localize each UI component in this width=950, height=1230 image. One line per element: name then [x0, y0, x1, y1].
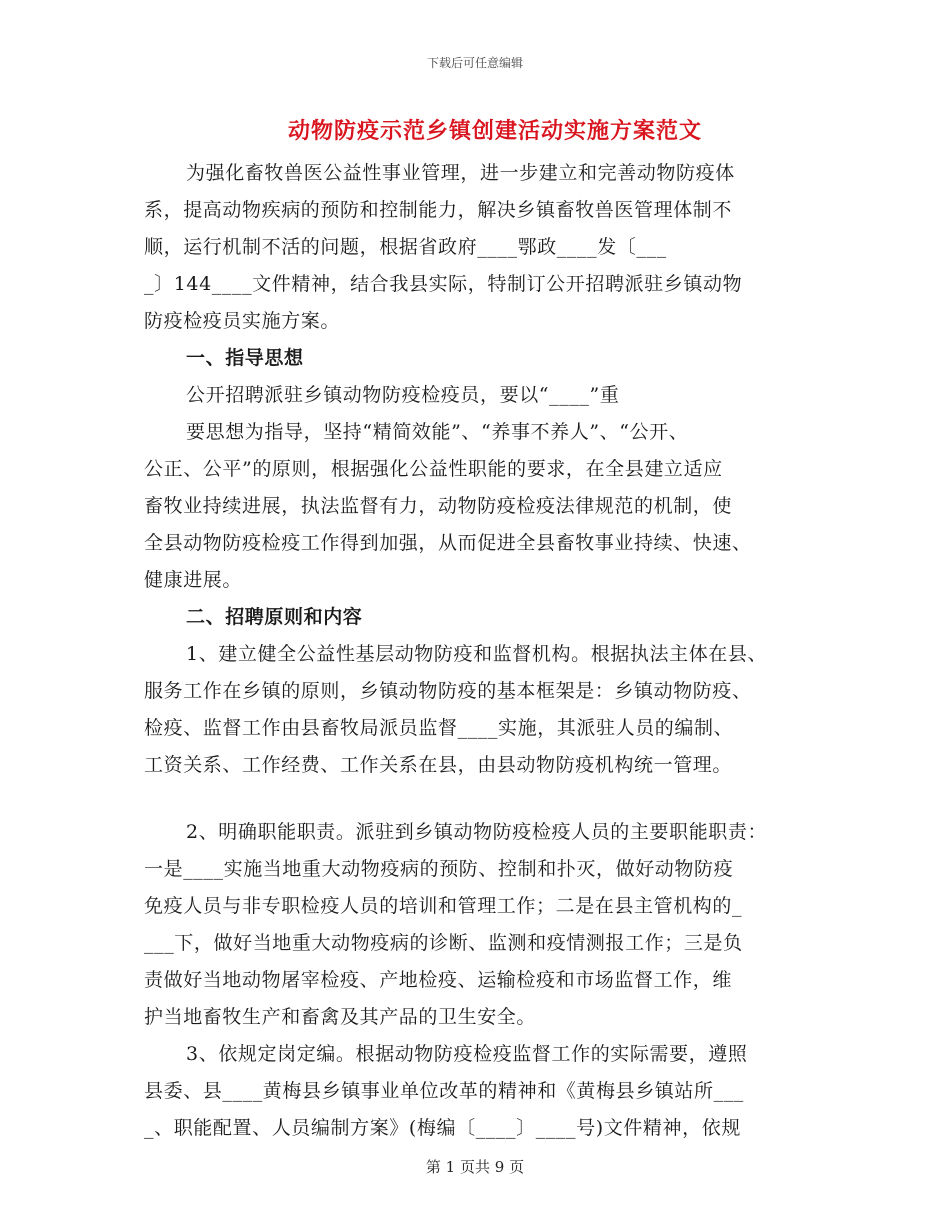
page-footer: 第 1 页共 9 页: [425, 1158, 525, 1176]
body-line: _〕144____文件精神，结合我县实际，特制订公开招聘派驻乡镇动物: [144, 273, 743, 295]
body-line: 防疫检疫员实施方案。: [144, 310, 341, 332]
body-line: 为强化畜牧兽医公益性事业管理，进一步建立和完善动物防疫体: [186, 162, 735, 184]
body-line: 3、依规定岗定编。根据动物防疫检疫监督工作的实际需要，遵照: [186, 1043, 748, 1065]
body-line: 服务工作在乡镇的原则，乡镇动物防疫的基本框架是：乡镇动物防疫、: [144, 680, 752, 702]
body-line: 要思想为指导，坚持“精简效能”、“养事不养人”、“公开、: [186, 421, 689, 443]
body-line: 责做好当地动物屠宰检疫、产地检疫、运输检疫和市场监督工作，维: [144, 969, 733, 991]
body-line: 顺，运行机制不活的问题，根据省政府____鄂政____发〔___: [144, 236, 667, 258]
page-header: 下载后可任意编辑: [426, 56, 523, 70]
body-line: 2、明确职能职责。派驻到乡镇动物防疫检疫人员的主要职能职责：: [186, 821, 768, 843]
body-line: ___下，做好当地重大动物疫病的诊断、监测和疫情测报工作；三是负: [144, 932, 743, 954]
body-line: 全县动物防疫检疫工作得到加强，从而促进全县畜牧事业持续、快速、: [144, 532, 752, 554]
section-heading-2: 二、招聘原则和内容: [186, 606, 363, 628]
body-line: 免疫人员与非专职检疫人员的培训和管理工作；二是在县主管机构的_: [144, 895, 743, 917]
body-line: 1、建立健全公益性基层动物防疫和监督机构。根据执法主体在县、: [186, 643, 768, 665]
body-line: 一是____实施当地重大动物疫病的预防、控制和扑灭，做好动物防疫: [144, 858, 734, 880]
body-line: 工资关系、工作经费、工作关系在县，由县动物防疫机构统一管理。: [144, 754, 733, 776]
section-heading-1: 一、指导思想: [186, 347, 304, 369]
body-line: 护当地畜牧生产和畜禽及其产品的卫生安全。: [144, 1006, 537, 1028]
document-title: 动物防疫示范乡镇创建活动实施方案范文: [287, 118, 702, 144]
body-line: 公正、公平”的原则，根据强化公益性职能的要求，在全县建立适应: [144, 458, 723, 480]
body-line: 检疫、监督工作由县畜牧局派员监督____实施，其派驻人员的编制、: [144, 717, 734, 739]
body-line: 畜牧业持续进展，执法监督有力，动物防疫检疫法律规范的机制，使: [144, 495, 733, 517]
body-line: 公开招聘派驻乡镇动物防疫检疫员，要以“____”重: [186, 384, 620, 406]
body-line: _、职能配置、人员编制方案》(梅编〔____〕____号)文件精神，依规: [144, 1117, 741, 1139]
body-line: 县委、县____黄梅县乡镇事业单位改革的精神和《黄梅县乡镇站所___: [144, 1080, 744, 1102]
body-line: 健康进展。: [144, 569, 243, 591]
body-line: 系，提高动物疾病的预防和控制能力，解决乡镇畜牧兽医管理体制不: [144, 199, 733, 221]
